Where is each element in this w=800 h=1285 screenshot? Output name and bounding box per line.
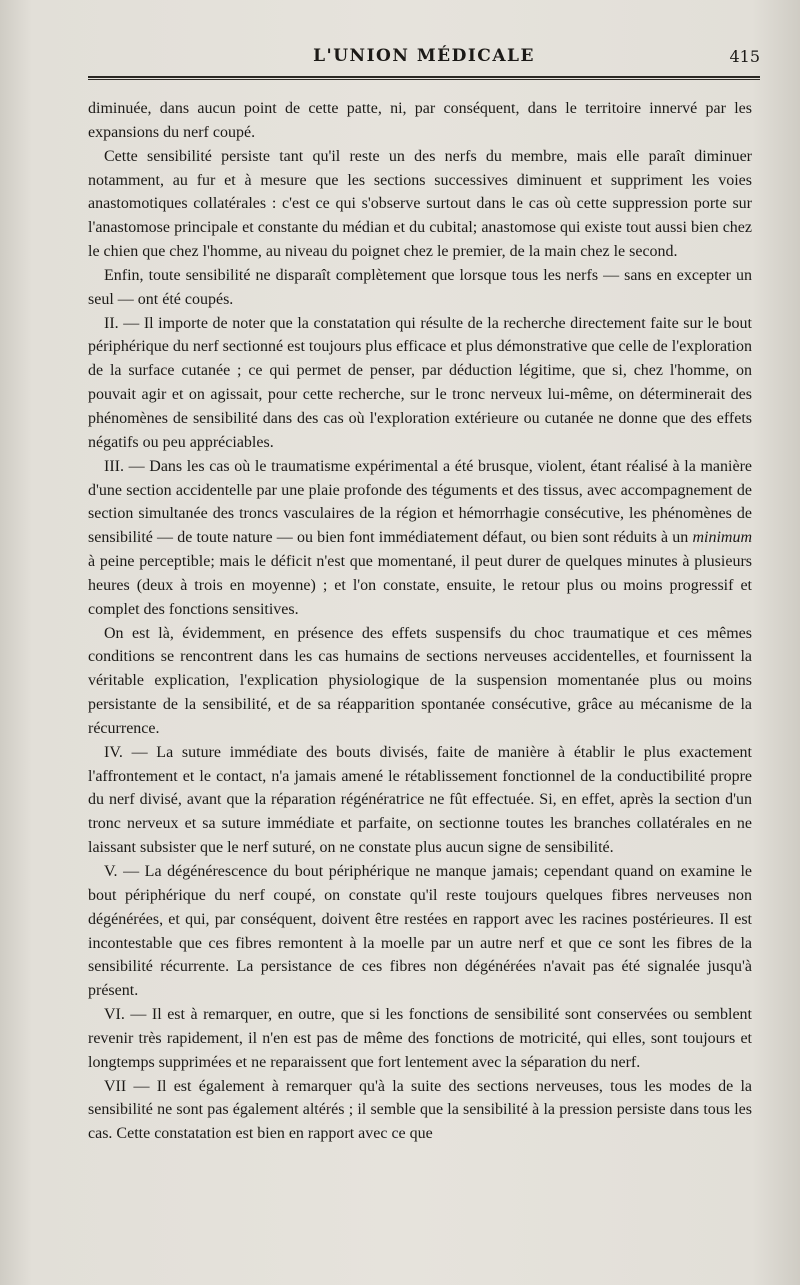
paragraph-section-vii: VII — Il est également à remarquer qu'à la suite des sections nerveuses, tous les modes de la sensibilité ne sont pas également altérés ; il semble que la sensibilité à la pression persiste dans tous les cas. Cette constatation est bien en rapport avec ce que xyxy=(88,1077,752,1143)
paragraph-text: III. — Dans les cas où le traumatisme expérimental a été brusque, violent, étant réalisé à la manière d'une section accidentelle par une plaie profonde des téguments et des tissus, avec accompagnement de section simultanée des troncs vasculaires de la région et hémorrhagie consécutive, les phénomènes de sensibilité — de toute nature — ou bien font immédiatement défaut, ou bien sont réduits à un xyxy=(88,457,752,547)
paragraph-section-vi: VI. — Il est à remarquer, en outre, que si les fonctions de sensibilité sont conservées ou semblent revenir très rapidement, il n'en est pas de même des fonctions de motricité, qui elles, sont toujours et longtemps supprimées et ne reparaissent que fort lentement avec la séparation du nerf. xyxy=(88,1006,752,1071)
paragraph: Enfin, toute sensibilité ne disparaît complètement que lorsque tous les nerfs — sans en excepter un seul — ont été coupés. xyxy=(88,266,752,308)
paragraph-section-v: V. — La dégénérescence du bout périphérique ne manque jamais; cependant quand on examine le bout périphérique du nerf coupé, on constate qu'il reste toujours quelques fibres nerveuses non dégénérées, et qui, par conséquent, doivent être restées en rapport avec les racines postérieures. Il est incontestable que ces fibres remontent à la moelle par un autre nerf et que ce sont les fibres de la sensibilité récurrente. La persistance de ces fibres non dégénérées n'avait pas été signalée jusqu'à présent. xyxy=(88,863,752,1000)
paragraph-section-ii: II. — Il importe de noter que la constatation qui résulte de la recherche directement faite sur le bout périphérique du nerf sectionné est toujours plus efficace et plus démonstrative que celle de l'exploration de la surface cutanée ; ce qui permet de penser, par déduction légitime, que si, chez l'homme, on pouvait agir et on agissait, pour cette recherche, sur le tronc nerveux lui-même, on déterminerait des phénomènes de sensibilité dans des cas où l'exploration extérieure ou cutanée ne donne que des effets négatifs ou peu appréciables. xyxy=(88,314,752,451)
paragraph: Cette sensibilité persiste tant qu'il reste un des nerfs du membre, mais elle paraît diminuer notamment, au fur et à mesure que les sections successives diminuent et suppriment les voies anastomotiques collatérales : c'est ce qui s'observe surtout dans le cas où cette suppression porte sur l'anastomose principale et constante du médian et du cubital; anastomose qui existe tout aussi bien chez le chien que chez l'homme, au niveau du poignet chez le premier, de la main chez le second. xyxy=(88,147,752,261)
paragraph-text: à peine perceptible; mais le déficit n'est que momentané, il peut durer de quelques minutes à plusieurs heures (deux à trois en moyenne) ; et l'on constate, ensuite, le retour plus ou moins progressif et complet des fonctions sensitives. xyxy=(88,553,752,618)
paragraph-continuation: diminuée, dans aucun point de cette patte, ni, par conséquent, dans le territoire innervé par les expansions du nerf coupé. xyxy=(88,100,752,141)
page-number: 415 xyxy=(729,47,760,66)
paragraph: On est là, évidemment, en présence des effets suspensifs du choc traumatique et ces mêmes conditions se rencontrent dans les cas humains de sections nerveuses accidentelles, et fournissent la véritable explication, l'explication physiologique de la suspension momentanée plus ou moins persistante de la sensibilité, et de sa réapparition spontanée consécutive, grâce au mécanisme de la récurrence. xyxy=(88,624,752,737)
paragraph-section-iv: IV. — La suture immédiate des bouts divisés, faite de manière à établir le plus exactement l'affrontement et le contact, n'a jamais amené le rétablissement fonctionnel de la conductibilité propre du nerf divisé, avant que la réparation régénératrice ne fût effectuée. Si, en effet, après la section d'un tronc nerveux et sa suture immédiate et parfaite, on sectionne toutes les branches collatérales en ne laissant subsister que le nerf suturé, on ne constate plus aucun signe de sensibilité. xyxy=(88,743,752,857)
italic-term: minimum xyxy=(692,529,752,547)
paragraph-section-iii xyxy=(88,455,752,622)
running-title: L'UNION MÉDICALE xyxy=(313,46,535,66)
body-text xyxy=(88,97,752,1146)
header-rule xyxy=(88,76,760,80)
page-header xyxy=(88,44,760,74)
